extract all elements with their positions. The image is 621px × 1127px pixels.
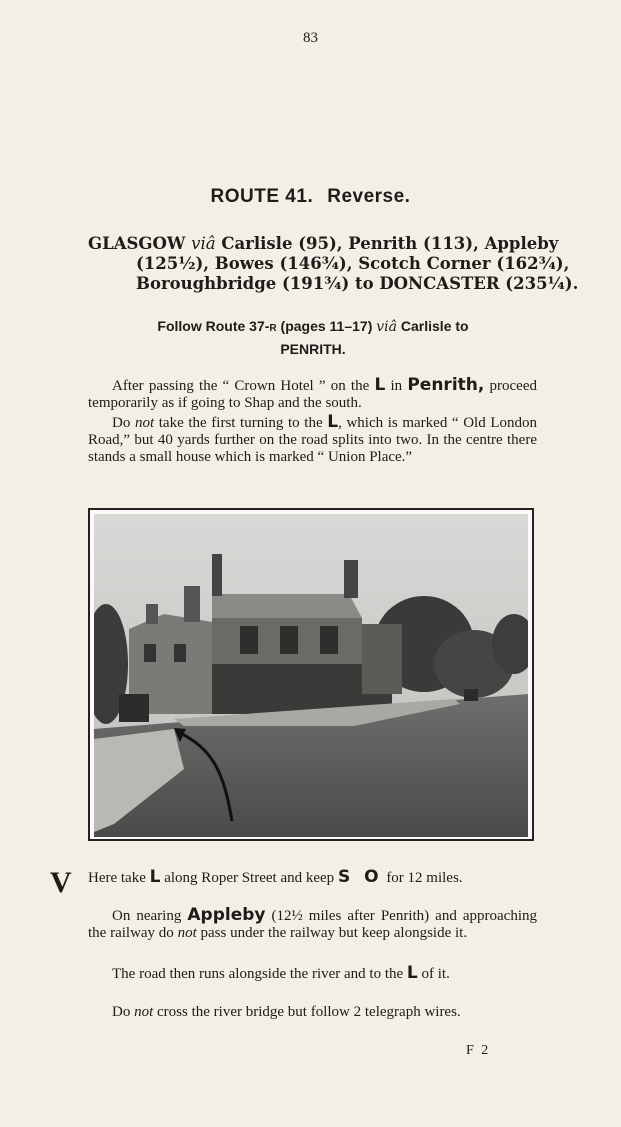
signature-mark: F 2 bbox=[466, 1043, 491, 1058]
route-direction: Reverse. bbox=[327, 186, 411, 207]
page-number: 83 bbox=[303, 30, 318, 46]
paragraph-old-london-road: Do not take the first turning to the L, which is marked “ Old London Road,” but 40 yards further on the road splits into two. In the centre there stands a small house which is marked “ Union Place.” bbox=[88, 412, 537, 465]
route-summary-line-1: GLASGOW viâ Carlisle (95), Penrith (113), Appleby bbox=[88, 234, 559, 253]
paragraph-roper-street: Here take L along Roper Street and keep S O for 12 miles. bbox=[88, 867, 463, 887]
route-summary-line-2: (125½), Bowes (146¾), Scotch Corner (162¾), bbox=[136, 254, 570, 273]
street-photo bbox=[94, 514, 528, 837]
paragraph-crown-hotel: After passing the “ Crown Hotel ” on the L in Penrith, proceed temporarily as if going to Shap and the south. bbox=[88, 375, 537, 411]
paragraph-appleby: On nearing Appleby (12½ miles after Penrith) and approaching the railway do not pass under the railway but keep alongside it. bbox=[88, 905, 537, 941]
paragraph-river: The road then runs alongside the river and to the L of it. bbox=[112, 963, 450, 983]
route-summary-line-3: Boroughbridge (191¾) to DONCASTER (235¼). bbox=[136, 274, 579, 293]
paragraph-telegraph-wires: Do not cross the river bridge but follow 2 telegraph wires. bbox=[112, 1004, 461, 1020]
follow-instruction: Follow Route 37-R (pages 11–17) viâ Carlisle to PENRITH. bbox=[157, 318, 469, 357]
photo-frame bbox=[88, 508, 534, 841]
route-number: ROUTE 41. bbox=[210, 186, 314, 207]
route-title bbox=[0, 186, 621, 208]
v-marker: V bbox=[50, 866, 72, 899]
